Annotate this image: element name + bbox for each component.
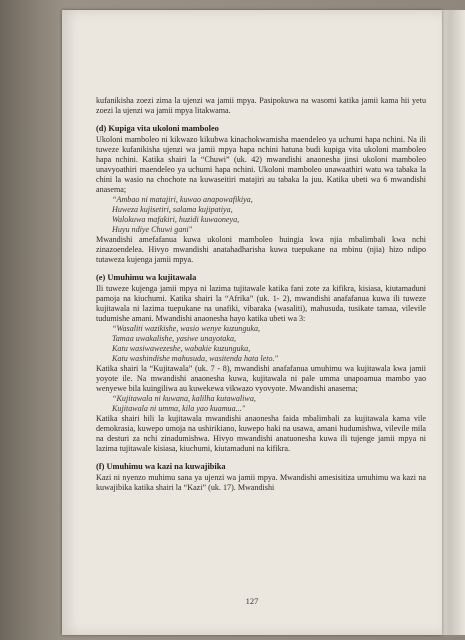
section-e-quote (112, 324, 426, 364)
section-e (96, 273, 426, 454)
quote-line: Huyu ndiye Chuwi ganiʺ (112, 225, 193, 234)
section-e-heading: (e) Umuhimu wa kujitawala (96, 273, 197, 282)
section-d-paragraph-1: Ukoloni mamboleo ni kikwazo kikubwa kinachokwamisha maendeleo ya uchumi hapa nchini. Na ili tuweze kufanikisha ujenzi wa jamii mpya hapa nchini hatuna budi kupiga vita ukoloni mamboleo hapa nchini. Katika shairi la “Chuwi” (uk. 42) mwandishi anaonesha jinsi ukoloni mamboleo unavyoathiri maendeleo ya uchumi hapa nchini. Ukoloni mamboleo unawaathiri watu wa tabaka la chini la wasio na chochote na kuwaseitiri matajiri au tabaka la juu. Katika ubeti wa 6 mwandishi anasema; (96, 135, 426, 194)
section-d (96, 124, 426, 265)
intro-paragraph: kufanikisha zoezi zima la ujenzi wa jamii mpya. Pasipokuwa na wasomi katika jamii kama hii yetu zoezi la ujenzi wa jamii mpya litakwama. (96, 96, 426, 115)
section-e-quote-2 (112, 394, 426, 414)
section-e-paragraph-2: Katika shairi la “Kujitawala” (uk. 7 - 8), mwandishi anafafanua umuhimu wa kujitawala kwa jamii yoyote ile. Na mwandishi anaonesha kuwa, kujitawala ni pale umma unapoamua mambo yao wenyewe bila kuingiliwa au kuwekewa vikwazo vyovyote. Mwandishi anasema; (96, 364, 426, 393)
quote-line: Tamaa uwakalishe, yasiwe unayotaka, (112, 334, 237, 343)
quote-line: Huweza kujisetiri, salama kujipatiya, (112, 205, 233, 214)
quote-line: Kujitawala ni umma, kila yao kuamua...ʺ (112, 404, 246, 413)
book-page (62, 10, 442, 635)
quote-line: “Wasaliti wazikishe, wasio wenye kuzunguka, (112, 324, 261, 333)
quote-line: Katu washindishe mahusuda, wasitenda hata leto.ʺ (112, 354, 278, 363)
quote-line: Katu wasiwawezeshe, wabakie kuzunguka, (112, 344, 251, 353)
quote-line: Walokuwa mafakiri, huzidi kuwaoneya, (112, 215, 240, 224)
section-e-paragraph-1: Ili tuweze kujenga jamii mpya ni lazima tujitawale katika fani zote za kifikra, kisiasa, kiutamaduni pamoja na kiuchumi. Katika shairi la “Afrika” (uk. 1- 2), mwandishi anafafanua kuwa ili tuweze kujitawala ni lazima tuepukane na unafiki, vibaraka (wasaliti), mahusuda, tusikate tamaa, vilevile tudumishe amani. Mwandishi anaonesha hayo katika ubeti wa 3: (96, 284, 426, 323)
section-d-quote (112, 195, 426, 235)
section-d-heading: (d) Kupiga vita ukoloni mamboleo (96, 124, 219, 133)
page-number: 127 (245, 596, 259, 606)
section-d-paragraph-2: Mwandishi amefafanua kuwa ukoloni mamboleo huingia kwa njia mbalimbali kwa nchi zinazoendelea. Hivyo mwandishi anatahadharisha kuwa tuepukane na mbinu (njia) hizo ndipo tutaweza kujenga jamii mpya. (96, 235, 426, 264)
section-f-paragraph-1: Kazi ni nyenzo muhimu sana ya ujenzi wa jamii mpya. Mwandishi amesisitiza umuhimu wa kazi na kuwajibika katika shairi la “Kazi” (uk. 17). Mwandishi (96, 473, 426, 492)
text-column (96, 96, 426, 493)
section-e-paragraph-3: Katika shairi hili la kujitawala mwandishi anaonesha faida mbalimbali za kujitawala kama vile demokrasia, kuwepo umoja na ushirikiano, kuwepo haki na usawa, amani hudumishwa, vilevile mila na desturi za nchi zinadumishwa. Hivyo mwandishi anatuonesha kuwa ili tujenge jamii mpya ni lazima tujitawale kisiasa, kiuchumi, kiutamaduni na kifikra. (96, 414, 426, 453)
section-f-heading: (f) Umuhimu wa kazi na kuwajibika (96, 462, 226, 471)
page-edge (440, 10, 465, 635)
quote-line: “Ambao ni matajiri, kuwao anapowafikiya, (112, 195, 253, 204)
section-f (96, 462, 426, 493)
quote-line: “Kujitawala ni kuwana, kalilha kutawaliwa, (112, 394, 256, 403)
